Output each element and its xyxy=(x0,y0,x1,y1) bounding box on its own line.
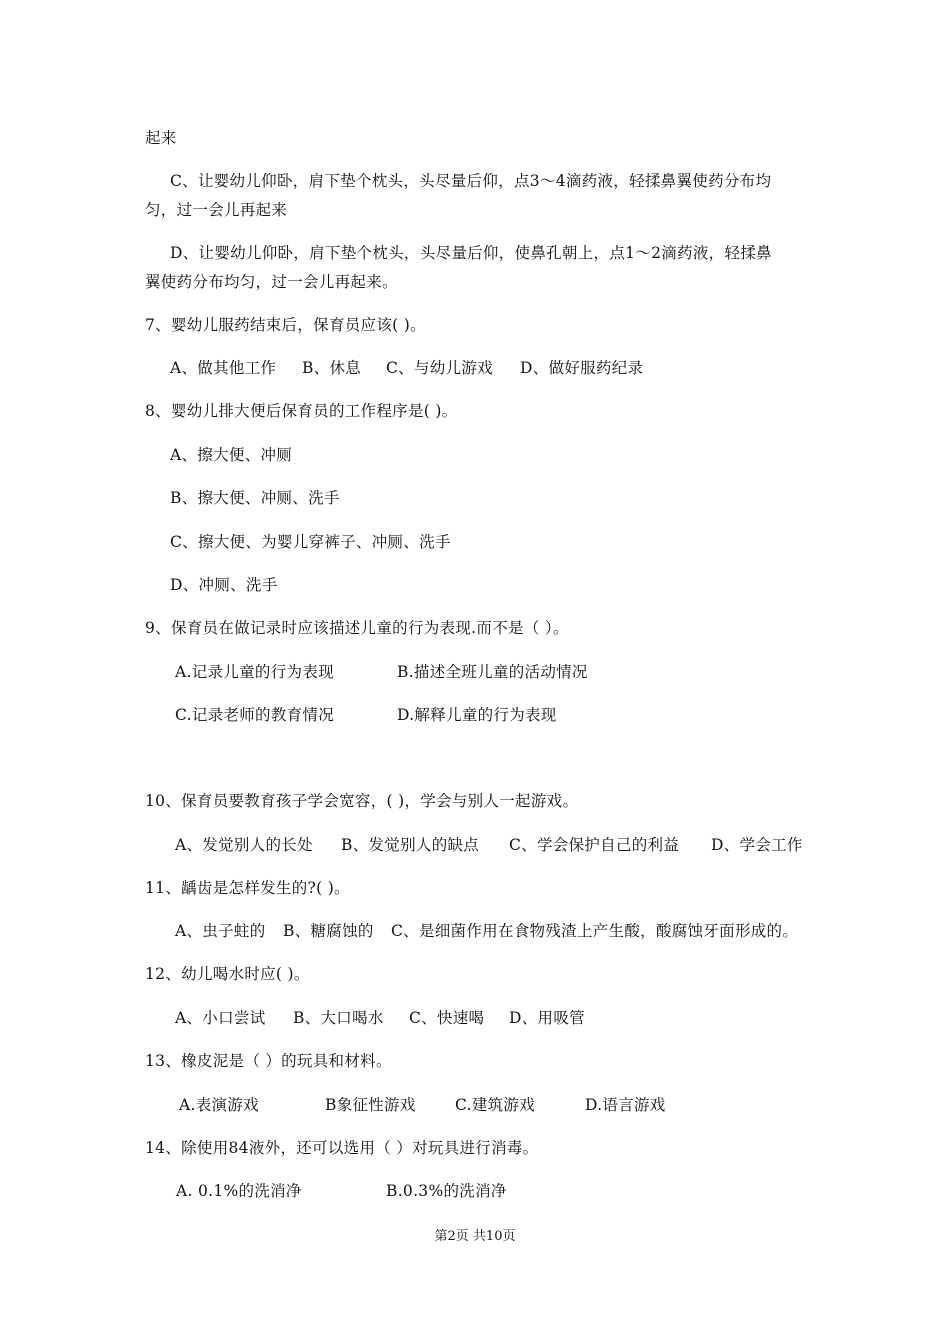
option-a: A、小口尝试 xyxy=(175,1009,266,1027)
option-c: C.建筑游戏 xyxy=(455,1096,536,1114)
question-14-options xyxy=(176,1181,507,1201)
question-8-option-c: C、擦大便、为婴儿穿裤子、冲厕、洗手 xyxy=(170,533,451,551)
text-line: D、让婴幼儿仰卧，肩下垫个枕头，头尽量后仰，使鼻孔朝上，点1～2滴药液，轻揉鼻 xyxy=(170,244,772,262)
question-14-stem: 14、除使用84液外，还可以选用（ ）对玩具进行消毒。 xyxy=(145,1139,539,1157)
option-b: B、发觉别人的缺点 xyxy=(341,836,480,854)
question-9-options-row2 xyxy=(175,705,557,725)
option-d: D.解释儿童的行为表现 xyxy=(397,706,557,724)
question-7-options xyxy=(170,358,643,378)
question-7-stem: 7、婴幼儿服药结束后，保育员应该( )。 xyxy=(145,316,426,334)
option-a: A.表演游戏 xyxy=(179,1096,259,1114)
option-a: A. 0.1%的洗消净 xyxy=(176,1182,302,1200)
text-line: 翼使药分布均匀，过一会儿再起来。 xyxy=(145,273,398,291)
question-9-options-row1 xyxy=(175,662,588,682)
question-8-option-d: D、冲厕、洗手 xyxy=(170,576,278,594)
option-b: B.0.3%的洗消净 xyxy=(386,1182,507,1200)
option-b: B、休息 xyxy=(302,359,362,377)
question-10-stem: 10、保育员要教育孩子学会宽容，( )，学会与别人一起游戏。 xyxy=(145,792,579,810)
page-footer: 第2页 共10页 xyxy=(434,1229,516,1244)
option-a: A、发觉别人的长处 xyxy=(175,836,313,854)
option-a: A.记录儿童的行为表现 xyxy=(175,663,334,681)
question-13-stem: 13、橡皮泥是（ ）的玩具和材料。 xyxy=(145,1052,392,1070)
option-c: C.记录老师的教育情况 xyxy=(175,706,335,724)
question-8-stem: 8、婴幼儿排大便后保育员的工作程序是( )。 xyxy=(145,402,458,420)
option-d: D、学会工作 xyxy=(711,836,803,854)
question-8-option-b: B、擦大便、冲厕、洗手 xyxy=(170,489,340,507)
option-d: D、用吸管 xyxy=(509,1009,585,1027)
option-a: A、做其他工作 xyxy=(170,359,277,377)
question-8-option-a: A、擦大便、冲厕 xyxy=(170,446,293,464)
option-b: B、大口喝水 xyxy=(293,1009,384,1027)
option-b: B象征性游戏 xyxy=(325,1096,416,1114)
option-a: A、虫子蛀的 xyxy=(175,922,266,940)
option-c: C、与幼儿游戏 xyxy=(386,359,493,377)
question-9-stem: 9、保育员在做记录时应该描述儿童的行为表现.而不是（ ）。 xyxy=(145,619,569,637)
text-line: 匀，过一会儿再起来 xyxy=(145,201,288,219)
option-c: C、是细菌作用在食物残渣上产生酸，酸腐蚀牙面形成的。 xyxy=(391,922,799,940)
option-d: D.语言游戏 xyxy=(585,1096,666,1114)
question-10-options xyxy=(175,835,803,855)
text-line: C、让婴幼儿仰卧，肩下垫个枕头，头尽量后仰，点3～4滴药液，轻揉鼻翼使药分布均 xyxy=(170,172,772,190)
question-13-options xyxy=(179,1095,666,1115)
question-12-stem: 12、幼儿喝水时应( )。 xyxy=(145,965,310,983)
question-11-options xyxy=(175,921,798,941)
option-d: D、做好服药纪录 xyxy=(520,359,644,377)
option-c: C、快速喝 xyxy=(409,1009,485,1027)
option-c: C、学会保护自己的利益 xyxy=(509,836,680,854)
question-12-options xyxy=(175,1008,585,1028)
option-b: B.描述全班儿童的活动情况 xyxy=(397,663,588,681)
question-11-stem: 11、龋齿是怎样发生的?( )。 xyxy=(145,879,350,897)
option-b: B、糖腐蚀的 xyxy=(283,922,374,940)
text-line: 起来 xyxy=(145,129,177,147)
